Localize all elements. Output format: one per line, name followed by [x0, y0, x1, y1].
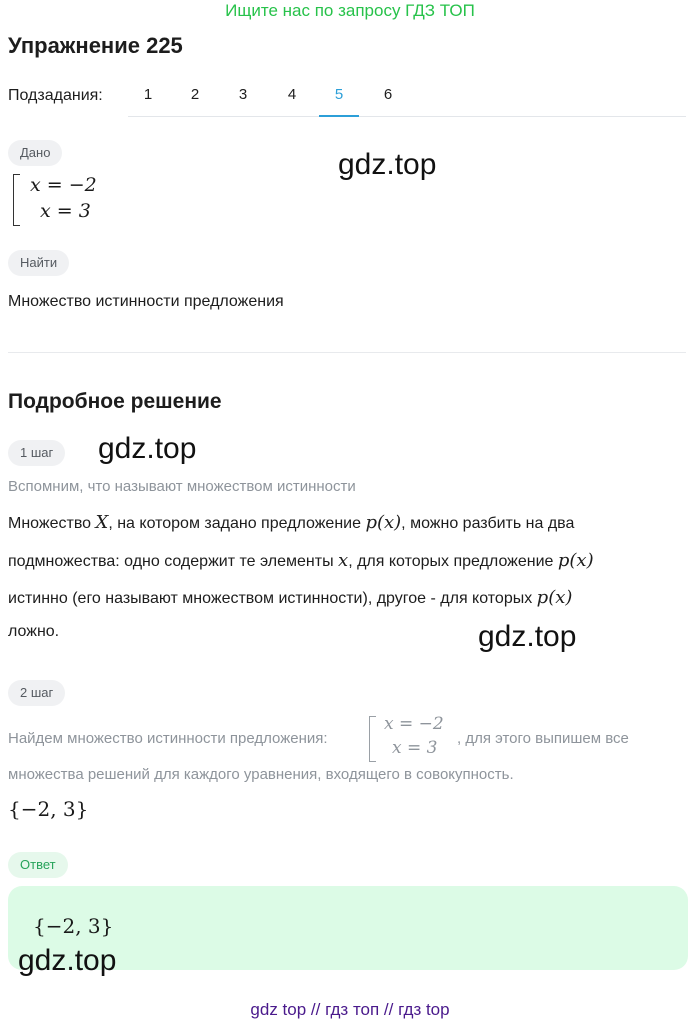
step-1-badge: 1 шаг [8, 440, 65, 466]
watermark: gdz.top [98, 432, 197, 465]
step-2-hint-continued: множества решений для каждого уравнения, входящего в совокупность. [8, 766, 514, 783]
given-system-line-2: x = 3 [40, 200, 91, 222]
step-2-result: {−2, 3} [8, 797, 89, 821]
subtask-tab-3[interactable]: 3 [238, 86, 248, 103]
watermark: gdz.top [338, 148, 437, 181]
subtask-tab-6[interactable]: 6 [383, 86, 393, 103]
find-text: Множество истинности предложения [8, 293, 284, 310]
step-1-line-4: ложно. [8, 623, 60, 640]
answer-value: {−2, 3} [33, 914, 114, 938]
divider [8, 352, 686, 353]
find-badge: Найти [8, 250, 69, 276]
step-1-hint: Вспомним, что называют множеством истинности [8, 478, 356, 495]
system-bracket [13, 174, 20, 226]
watermark: gdz.top [478, 620, 577, 653]
step-2-hint-end: , для этого выпишем все [457, 730, 629, 747]
given-badge: Дано [8, 140, 62, 166]
step-2-system-bracket [369, 716, 376, 762]
watermark: gdz.top [18, 944, 117, 977]
subtask-tab-5[interactable]: 5 [319, 78, 359, 117]
step-2-system-line-2: x = 3 [392, 738, 438, 758]
step-2-hint-start: Найдем множество истинности предложения: [8, 730, 328, 747]
page-title: Упражнение 225 [8, 33, 183, 58]
subtasks-label: Подзадания: [8, 87, 103, 104]
answer-badge: Ответ [8, 852, 68, 878]
subtask-tab-2[interactable]: 2 [190, 86, 200, 103]
solution-title: Подробное решение [8, 390, 222, 413]
step-1-line-2: подмножества: одно содержит те элементы x, для которых предложение p(x) [8, 550, 594, 571]
footer-text: gdz top // гдз топ // гдз top [250, 1000, 450, 1019]
given-system-line-1: x = −2 [30, 174, 97, 196]
subtask-tab-1[interactable]: 1 [143, 86, 153, 103]
subtask-tabs [128, 78, 686, 117]
step-1-line-3: истинно (его называют множеством истинности), другое - для которых p(x) [8, 587, 573, 608]
step-2-system-line-1: x = −2 [384, 714, 444, 734]
step-1-line-1: Множество X, на котором задано предложение p(x), можно разбить на два [8, 512, 575, 533]
step-2-badge: 2 шаг [8, 680, 65, 706]
subtask-tab-4[interactable]: 4 [287, 86, 297, 103]
search-banner: Ищите нас по запросу ГДЗ ТОП [225, 1, 475, 20]
